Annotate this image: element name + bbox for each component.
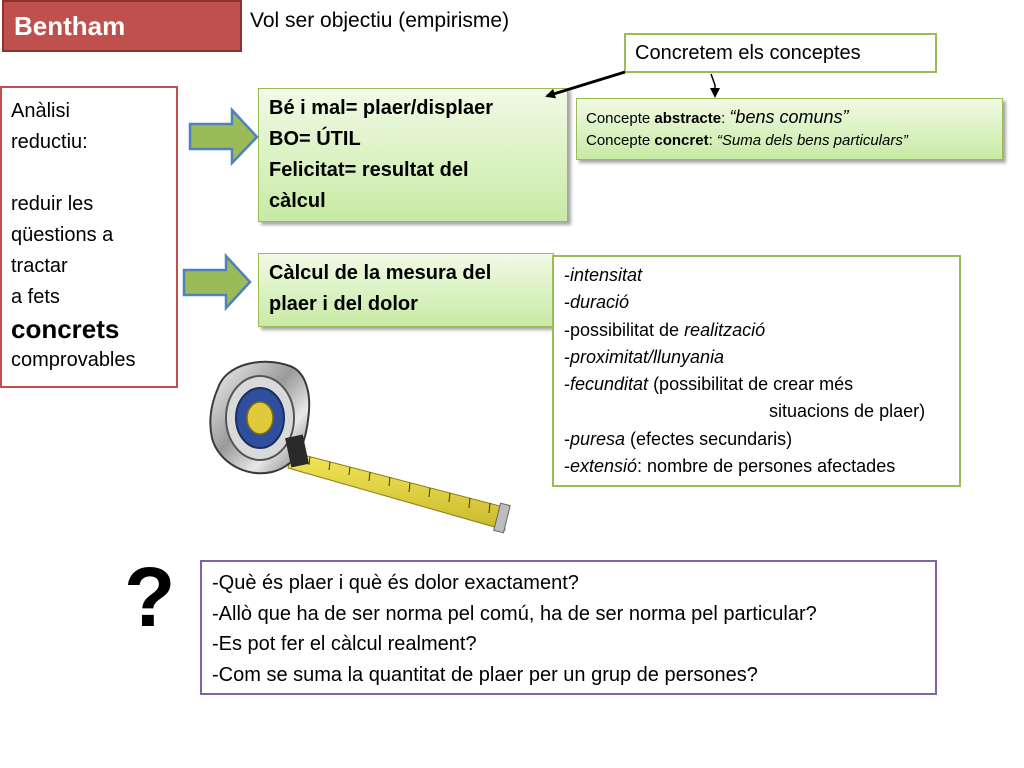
calculation-line: plaer i del dolor xyxy=(269,293,418,315)
question-line: -Com se suma la quantitat de plaer per un grup de persones? xyxy=(212,663,758,686)
definition-line: BO= ÚTIL xyxy=(269,128,361,150)
abstract-concept-line xyxy=(586,106,1002,130)
question-mark: ? xyxy=(124,550,176,644)
subtitle: Vol ser objectiu (empirisme) xyxy=(250,9,510,32)
analysis-line: a fets xyxy=(11,286,60,308)
concept-colon: : xyxy=(721,110,730,127)
question-line: -Què és plaer i què és dolor exactament? xyxy=(212,572,579,594)
criteria-list xyxy=(552,255,961,487)
analysis-emphasis: concrets xyxy=(11,314,120,344)
question-line: -Allò que ha de ser norma pel comú, ha de ser norma pel particular? xyxy=(212,602,817,625)
concrete-concept-line xyxy=(586,130,1002,152)
reductive-analysis-box xyxy=(0,86,178,388)
concept-type: abstracte xyxy=(654,110,722,127)
analysis-line: qüestions a xyxy=(11,224,114,246)
title-box xyxy=(2,0,242,52)
analysis-line: reductiu: xyxy=(11,131,88,153)
criteria-item-continuation: situacions de plaer) xyxy=(769,401,926,422)
analysis-line: reduir les xyxy=(11,193,94,215)
concept-colon: : xyxy=(708,132,717,149)
concretem-label: Concretem els conceptes xyxy=(635,42,861,64)
calculation-box xyxy=(258,253,554,327)
criteria-item: -intensitat xyxy=(564,265,643,285)
question-line: -Es pot fer el càlcul realment? xyxy=(212,633,477,655)
connector-arrow xyxy=(711,74,715,96)
criteria-item: -puresa (efectes secundaris) xyxy=(564,428,793,449)
definition-line: Felicitat= resultat del xyxy=(269,159,469,181)
concept-quote: “bens comuns” xyxy=(729,107,849,127)
criteria-item: -possibilitat de realització xyxy=(564,319,766,340)
concept-type: concret xyxy=(654,132,709,149)
criteria-item: -duració xyxy=(564,292,630,313)
arrow-right-icon xyxy=(190,110,257,163)
questions-box xyxy=(200,560,937,695)
analysis-line: tractar xyxy=(11,255,68,277)
definition-line: Bé i mal= plaer/displaer xyxy=(269,97,493,119)
criteria-item: -proximitat/llunyania xyxy=(564,346,725,367)
criteria-item: -extensió: nombre de persones afectades xyxy=(564,456,896,477)
concept-quote: “Suma dels bens particulars” xyxy=(716,132,908,149)
concept-prefix: Concepte xyxy=(586,110,655,127)
concretem-box xyxy=(624,33,937,73)
concepts-box xyxy=(576,98,1003,160)
tape-measure-image xyxy=(210,362,510,533)
concept-prefix: Concepte xyxy=(586,132,655,149)
definitions-box xyxy=(258,88,568,222)
page-title: Bentham xyxy=(14,11,126,41)
arrow-right-icon xyxy=(184,256,250,308)
calculation-line: Càlcul de la mesura del xyxy=(269,262,492,284)
criteria-item: -fecunditat (possibilitat de crear més xyxy=(564,374,854,395)
analysis-line: comprovables xyxy=(11,349,136,371)
definition-line: càlcul xyxy=(269,190,326,212)
analysis-line: Anàlisi xyxy=(11,100,70,122)
